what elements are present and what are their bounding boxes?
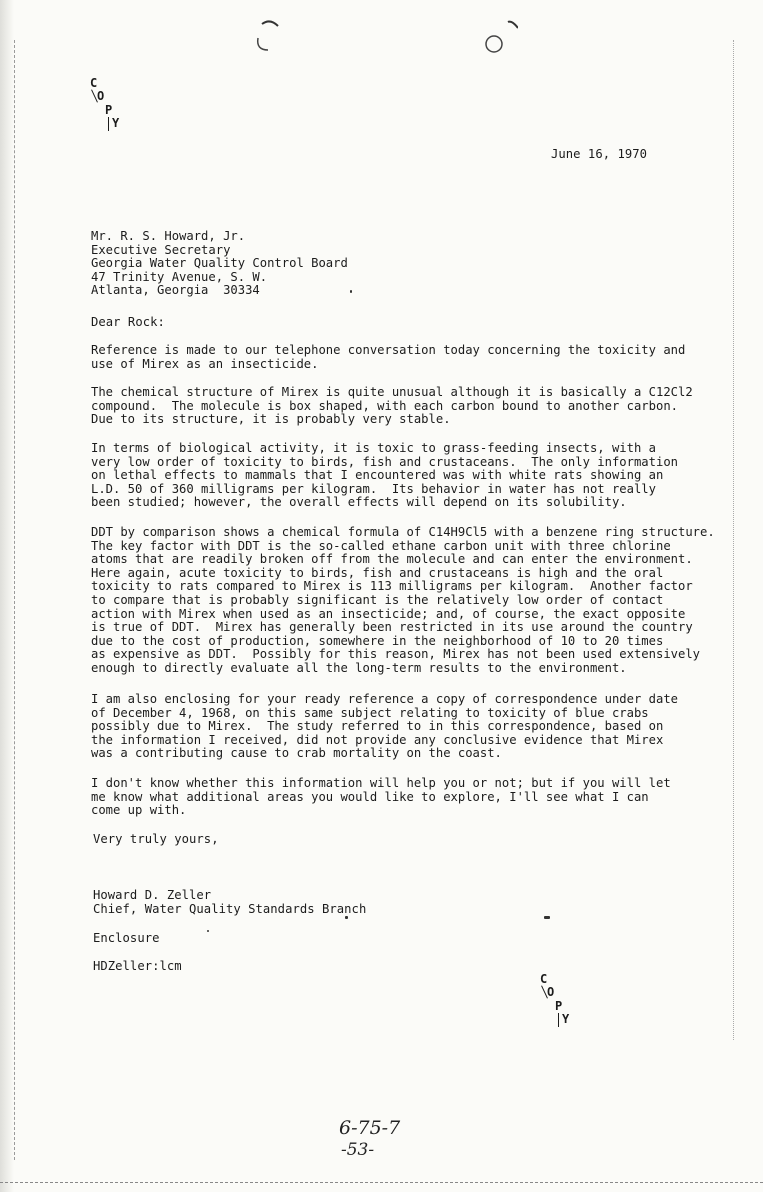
copy-letter: O bbox=[97, 89, 105, 103]
body-line: was a contributing cause to crab mortality on the coast. bbox=[91, 746, 502, 761]
scan-bottom-line bbox=[0, 1182, 763, 1184]
address-line: 47 Trinity Avenue, S. W. bbox=[91, 269, 268, 284]
body-line: due to the cost of production, somewhere in the neighborhood of 10 to 20 times bbox=[91, 633, 664, 648]
copy-letter: P bbox=[555, 999, 563, 1013]
copy-letter: C bbox=[90, 76, 98, 90]
paragraph-closing-remark bbox=[91, 777, 701, 818]
paragraph-structure bbox=[91, 386, 701, 427]
body-line: compound. The molecule is box shaped, with each carbon bound to another carbon. bbox=[91, 398, 678, 413]
body-line: I don't know whether this information will help you or not; but if you will let bbox=[91, 776, 671, 790]
body-line: to compare that is probably significant is the relatively low order of contact bbox=[91, 592, 664, 607]
body-line: come up with. bbox=[91, 803, 187, 818]
body-line: Due to its structure, it is probably very stable. bbox=[91, 412, 451, 427]
body-line: is true of DDT. Mirex has generally been restricted in its use around the country bbox=[91, 620, 693, 635]
body-line: In terms of biological activity, it is toxic to grass-feeding insects, with a bbox=[91, 441, 656, 455]
body-line: action with Mirex when used as an insecticide; and, of course, the exact opposite bbox=[91, 606, 686, 621]
body-line: Reference is made to our telephone conversation today concerning the toxicity and bbox=[91, 343, 686, 357]
body-line: as expensive as DDT. Possibly for this reason, Mirex has not been used extensively bbox=[91, 647, 701, 662]
body-line: the information I received, did not provide any conclusive evidence that Mirex bbox=[91, 732, 664, 747]
paragraph-ddt-comparison bbox=[91, 525, 715, 676]
scan-speck bbox=[345, 916, 348, 919]
scan-edge-shadow bbox=[0, 0, 14, 1192]
copy-letter: O bbox=[547, 985, 555, 999]
copy-letter: Y bbox=[112, 116, 120, 130]
paragraph-biological-activity bbox=[91, 442, 701, 510]
scan-edge-line bbox=[14, 40, 16, 1160]
paragraph-reference bbox=[91, 344, 701, 371]
address-line: Executive Secretary bbox=[91, 242, 231, 257]
body-line: very low order of toxicity to birds, fish and crustaceans. The only information bbox=[91, 454, 678, 469]
punch-hole-right-icon bbox=[478, 18, 518, 58]
body-line: atoms that are readily broken off from the molecule and can enter the environment. bbox=[91, 552, 693, 567]
body-line: enough to directly evaluate all the long-term results to the environment. bbox=[91, 660, 627, 675]
handwritten-code: 6-75-7 bbox=[339, 1117, 401, 1139]
scan-speck bbox=[544, 916, 550, 919]
copy-letter: C bbox=[540, 972, 548, 986]
signer-name: Howard D. Zeller bbox=[93, 888, 212, 902]
body-line: been studied; however, the overall effects will depend on its solubility. bbox=[91, 495, 627, 510]
body-line: use of Mirex as an insecticide. bbox=[91, 356, 319, 371]
body-line: I am also enclosing for your ready reference a copy of correspondence under date bbox=[91, 692, 678, 706]
address-line: Atlanta, Georgia 30334 bbox=[91, 283, 260, 298]
body-line: Here again, acute toxicity to birds, fish and crustaceans is high and the oral bbox=[91, 565, 664, 580]
copy-stamp-bottom bbox=[540, 973, 580, 1033]
reference-initials: HDZeller:lcm bbox=[93, 959, 182, 973]
copy-letter: P bbox=[105, 103, 113, 117]
body-line: L.D. 50 of 360 milligrams per kilogram. Its behavior in water has not really bbox=[91, 481, 656, 496]
body-line: The chemical structure of Mirex is quite unusual although it is basically a C12Cl2 bbox=[91, 385, 693, 399]
letter-date: June 16, 1970 bbox=[551, 147, 648, 161]
enclosure-notation: Enclosure bbox=[93, 931, 160, 945]
salutation: Dear Rock: bbox=[91, 315, 165, 329]
handwritten-page-number: -53- bbox=[341, 1140, 375, 1160]
body-line: of December 4, 1968, on this same subject relating to toxicity of blue crabs bbox=[91, 705, 649, 720]
scan-speck bbox=[350, 290, 352, 293]
copy-stamp-top bbox=[90, 77, 130, 137]
inside-address bbox=[91, 230, 701, 298]
copy-letter: Y bbox=[562, 1012, 570, 1026]
address-line: Georgia Water Quality Control Board bbox=[91, 256, 348, 271]
complimentary-close: Very truly yours, bbox=[93, 832, 219, 846]
paragraph-enclosure-note bbox=[91, 693, 701, 761]
signer-title: Chief, Water Quality Standards Branch bbox=[93, 902, 367, 916]
body-line: The key factor with DDT is the so-called ethane carbon unit with three chlorine bbox=[91, 538, 671, 553]
scan-right-line bbox=[733, 40, 735, 1040]
address-line: Mr. R. S. Howard, Jr. bbox=[91, 229, 246, 243]
body-line: possibly due to Mirex. The study referred to in this correspondence, based on bbox=[91, 719, 664, 734]
body-line: me know what additional areas you would like to explore, I'll see what I can bbox=[91, 789, 649, 804]
body-line: DDT by comparison shows a chemical formula of C14H9Cl5 with a benzene ring structure. bbox=[91, 525, 715, 539]
body-line: on lethal effects to mammals that I encountered was with white rats showing an bbox=[91, 468, 664, 483]
punch-hole-left-icon bbox=[248, 18, 284, 54]
scan-speck bbox=[207, 930, 209, 932]
body-line: toxicity to rats compared to Mirex is 113 milligrams per kilogram. Another factor bbox=[91, 579, 693, 594]
